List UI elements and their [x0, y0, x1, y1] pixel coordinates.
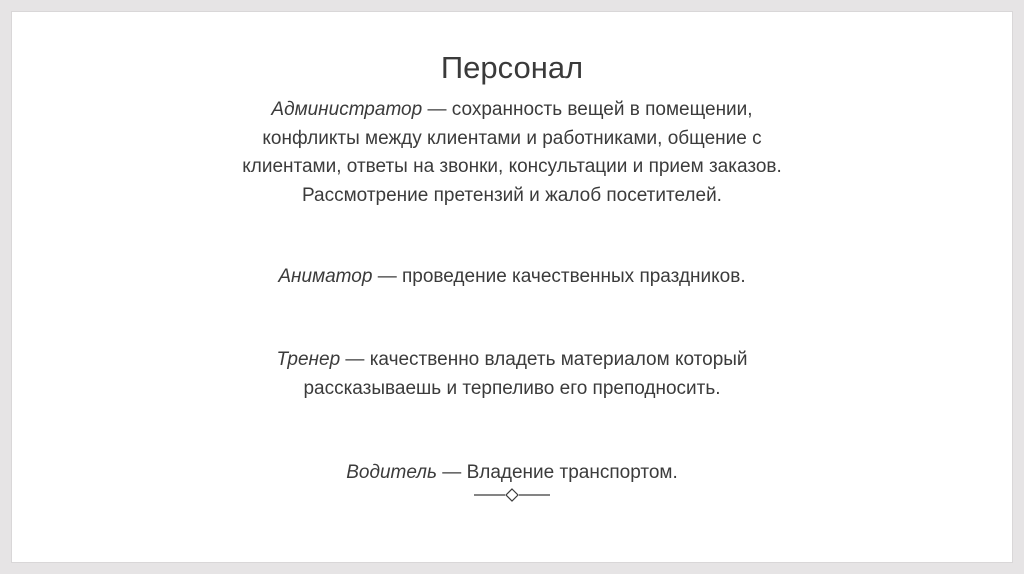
role-name: Водитель — [346, 462, 438, 483]
role-paragraph-trainer — [242, 346, 782, 403]
slide — [12, 12, 1012, 562]
role-paragraph-driver — [242, 459, 782, 488]
role-name: Тренер — [276, 349, 341, 370]
role-name: Администратор — [271, 99, 423, 120]
diamond-divider-icon — [474, 487, 550, 503]
dash: — — [422, 99, 452, 120]
slide-title: Персонал — [440, 50, 584, 85]
dash: — — [437, 462, 467, 483]
role-paragraph-animator — [242, 263, 782, 292]
role-name: Аниматор — [278, 266, 373, 287]
role-paragraph-administrator — [242, 96, 782, 210]
role-description: Владение транспортом. — [466, 462, 678, 483]
role-description: проведение качественных праздников. — [401, 266, 746, 287]
dash: — — [372, 266, 402, 287]
role-description: качественно владеть материалом который рассказываешь и терпеливо его преподносить. — [303, 349, 748, 399]
dash: — — [340, 349, 370, 370]
role-description: сохранность вещей в помещении, конфликты между клиентами и работниками, общение с клиентами, ответы на звонки, консультации и прием заказов. Рассмотрение претензий и жалоб посетителей. — [242, 99, 782, 206]
